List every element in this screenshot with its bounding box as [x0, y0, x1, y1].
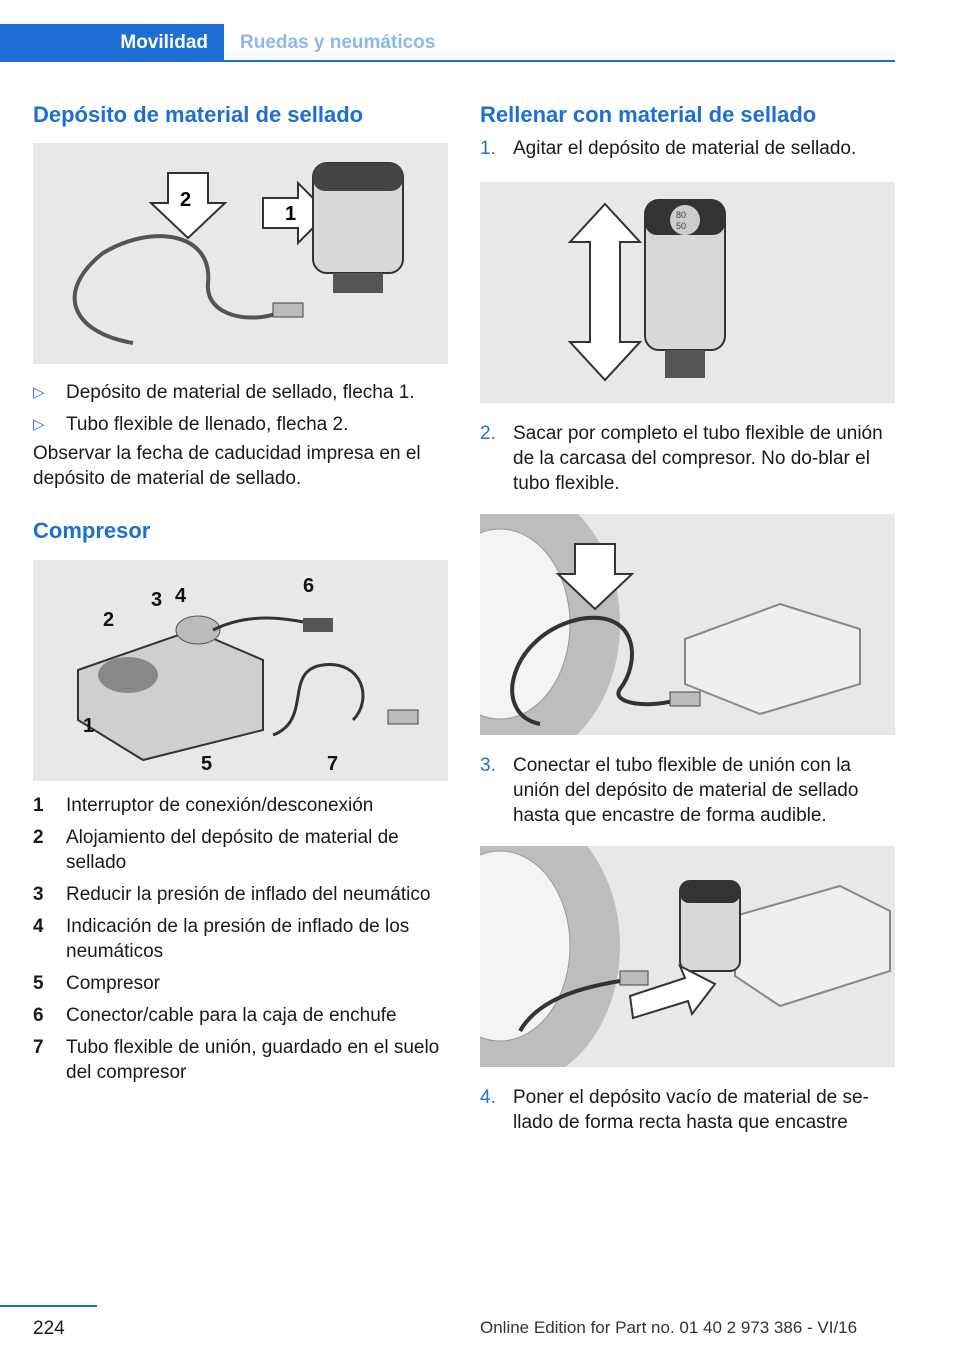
- right-column: [480, 100, 895, 1135]
- parts-number: 4: [33, 916, 44, 937]
- connect-hose-illustration: [480, 846, 895, 1067]
- fig2-label-4: 4: [175, 585, 187, 607]
- section-title-refill: Rellenar con material de sellado: [480, 102, 817, 127]
- container-valve: [333, 273, 383, 293]
- compressor-parts-list: [33, 793, 448, 1085]
- parts-text: Alojamiento del depósito de material de sellado: [66, 827, 399, 873]
- parts-number: 7: [33, 1037, 44, 1058]
- hose-connector: [273, 303, 303, 317]
- figure-compressor: [33, 560, 448, 781]
- fig2-label-3: 3: [151, 589, 163, 611]
- fig2-label-2: 2: [103, 609, 115, 631]
- connection-hose: [273, 665, 363, 735]
- parts-text: Indicación de la presión de inflado de los neumáticos: [66, 916, 410, 962]
- bullet-marker: ▷: [33, 384, 45, 401]
- step-text: Sacar por completo el tubo flexible de unión de la carcasa del compresor. No do-blar el tubo flexible.: [513, 423, 883, 494]
- step-number: 3.: [480, 755, 496, 776]
- fig2-label-6: 6: [303, 575, 315, 597]
- gauge-label-50: 50: [676, 221, 687, 231]
- compressor: [685, 604, 860, 714]
- step-item: [480, 136, 895, 161]
- parts-text: Reducir la presión de inflado del neumático: [66, 884, 431, 905]
- container-valve: [665, 350, 705, 378]
- step-number: 1.: [480, 138, 496, 159]
- step-number: 4.: [480, 1087, 496, 1108]
- tab-ruedas-y-neumaticos[interactable]: Ruedas y neumáticos: [240, 32, 436, 53]
- parts-list-item: [33, 1003, 448, 1028]
- fig2-label-7: 7: [327, 753, 339, 775]
- parts-list-item: [33, 971, 448, 996]
- shake-container-illustration: [480, 182, 895, 403]
- parts-list-item: [33, 825, 448, 875]
- hose-connector: [620, 971, 648, 985]
- pull-hose-illustration: [480, 514, 895, 735]
- parts-text: Conector/cable para la caja de enchufe: [66, 1005, 397, 1026]
- parts-list-item: [33, 1035, 448, 1085]
- edition-note: Online Edition for Part no. 01 40 2 973 386 - VI/16: [480, 1318, 858, 1337]
- container-recess: [98, 657, 158, 693]
- bullet-item: [33, 412, 448, 437]
- section-title-sealant-container: Depósito de material de sellado: [33, 102, 364, 127]
- parts-number: 3: [33, 884, 44, 905]
- parts-list-item: [33, 882, 448, 907]
- parts-list-item: [33, 914, 448, 964]
- bullet-text: Depósito de material de sellado, flecha 1.: [66, 382, 415, 403]
- bullet-item: [33, 380, 448, 405]
- plug-connector: [303, 618, 333, 632]
- step-text: Agitar el depósito de material de sellado.: [513, 138, 857, 159]
- compressor-body: [78, 630, 263, 760]
- sealant-container-illustration: [33, 143, 448, 364]
- step-item: [480, 1085, 895, 1135]
- parts-number: 1: [33, 795, 44, 816]
- step-number: 2.: [480, 423, 496, 444]
- parts-number: 5: [33, 973, 44, 994]
- parts-list-item: [33, 793, 448, 818]
- hose-connector: [670, 692, 700, 706]
- parts-number: 6: [33, 1005, 44, 1026]
- fig2-label-5: 5: [201, 753, 213, 775]
- left-column: [33, 100, 448, 1085]
- step-text: Poner el depósito vacío de material de se-llado de forma recta hasta que encastre: [513, 1087, 869, 1133]
- figure-pull-hose: [480, 514, 895, 735]
- footer-rule: [0, 1305, 97, 1307]
- container-cap: [680, 881, 740, 903]
- bullet-text: Tubo flexible de llenado, flecha 2.: [66, 414, 349, 435]
- step-item: [480, 421, 895, 496]
- parts-text: Interruptor de conexión/desconexión: [66, 795, 374, 816]
- page-number: 224: [33, 1318, 65, 1339]
- container-cap: [313, 163, 403, 191]
- double-arrow: [570, 204, 640, 380]
- power-cable: [213, 618, 318, 630]
- filling-hose: [75, 236, 278, 343]
- figure-connect-hose: [480, 846, 895, 1067]
- fig1-label-2: 2: [180, 189, 192, 211]
- parts-number: 2: [33, 827, 44, 848]
- parts-text: Compresor: [66, 973, 160, 994]
- tab-movilidad[interactable]: Movilidad: [0, 24, 224, 62]
- fig1-label-1: 1: [285, 203, 297, 225]
- compressor-illustration: [33, 560, 448, 781]
- step-item: [480, 753, 895, 828]
- step-text: Conectar el tubo flexible de unión con la unión del depósito de material de sellado hasta que encastre de forma audible.: [513, 755, 859, 826]
- figure-shake-container: [480, 182, 895, 403]
- parts-text: Tubo flexible de unión, guardado en el suelo del compresor: [66, 1037, 440, 1083]
- bullet-marker: ▷: [33, 416, 45, 433]
- section-title-compressor: Compresor: [33, 518, 151, 543]
- hose-end: [388, 710, 418, 724]
- gauge-label-80: 80: [676, 210, 687, 220]
- chapter-header: [0, 24, 895, 62]
- expiry-note: Observar la fecha de caducidad impresa en el depósito de material de sellado.: [33, 443, 421, 489]
- fig2-label-1: 1: [83, 715, 95, 737]
- compressor: [735, 886, 890, 1006]
- figure-sealant-container: [33, 143, 448, 364]
